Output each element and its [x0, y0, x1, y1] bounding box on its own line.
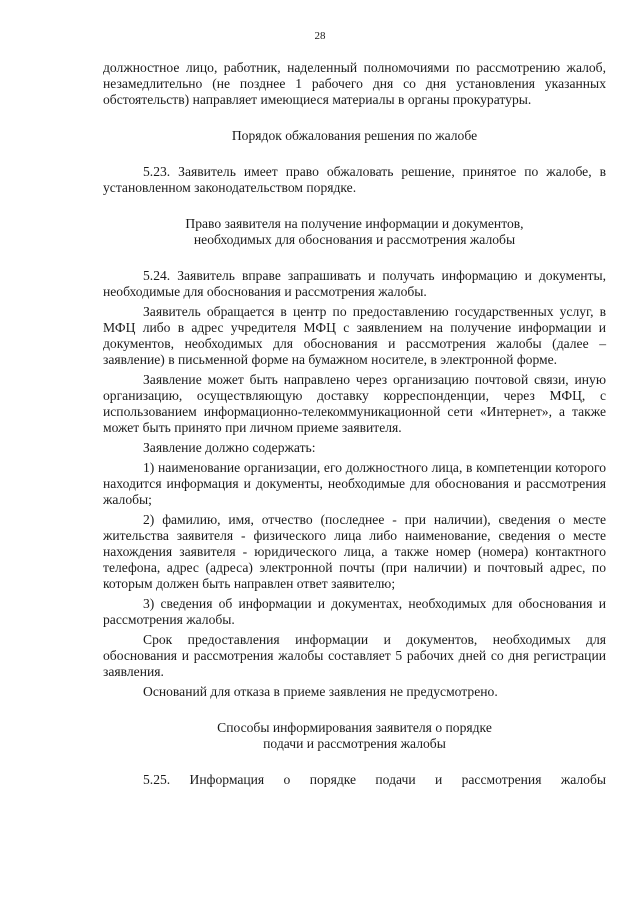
paragraph-prosecutor: должностное лицо, работник, наделенный полномочиями по рассмотрению жалоб, незамедлительно (не позднее 1 рабочего дня со дня установления указанных обстоятельств) направляет имеющиеся материалы в органы прокуратуры.: [103, 60, 606, 107]
heading-right-to-information: [103, 216, 606, 248]
heading-line: Право заявителя на получение информации и документов,: [185, 216, 524, 231]
paragraph-5-25: 5.25. Информация о порядке подачи и рассмотрения жалобы: [143, 772, 606, 787]
heading-line: необходимых для обоснования и рассмотрения жалобы: [193, 232, 516, 247]
page-number: 28: [314, 30, 326, 42]
list-item-1: 1) наименование организации, его должностного лица, в компетенции которого находится информация и документы, необходимые для обоснования и рассмотрения жалобы;: [103, 460, 606, 507]
paragraph-5-23: 5.23. Заявитель имеет право обжаловать решение, принятое по жалобе, в установленном законодательством порядке.: [103, 164, 606, 195]
paragraph-no-refusal: Оснований для отказа в приеме заявления не предусмотрено.: [143, 684, 498, 699]
paragraph-sending: Заявление может быть направлено через организацию почтовой связи, иную организацию, осуществляющую доставку корреспонденции, через МФЦ, с использованием информационно-телекоммуникационной сети «Интернет», а также может быть принято при личном приеме заявителя.: [103, 372, 606, 435]
heading-appeal-procedure: Порядок обжалования решения по жалобе: [231, 128, 478, 143]
paragraph-application: Заявитель обращается в центр по предоставлению государственных услуг, в МФЦ либо в адрес учредителя МФЦ с заявлением на получение информации и документов, необходимых для обоснования и рассмотрения жалобы (далее – заявление) в письменной форме на бумажном носителе, в электронной форме.: [103, 304, 606, 367]
heading-line: Способы информирования заявителя о порядке: [217, 720, 492, 735]
paragraph-term: Срок предоставления информации и документов, необходимых для обоснования и рассмотрения жалобы составляет 5 рабочих дней со дня регистрации заявления.: [103, 632, 606, 679]
list-item-3: 3) сведения об информации и документах, необходимых для обоснования и рассмотрения жалобы.: [103, 596, 606, 627]
paragraph-5-24: 5.24. Заявитель вправе запрашивать и получать информацию и документы, необходимые для обоснования и рассмотрения жалобы.: [103, 268, 606, 299]
heading-information-methods: [103, 720, 606, 752]
list-item-2: 2) фамилию, имя, отчество (последнее - при наличии), сведения о месте жительства заявителя - физического лица либо наименование, сведения о месте нахождения заявителя - юридического лица, а также номер (номера) контактного телефона, адрес (адреса) электронной почты (при наличии) и почтовый адрес, по которым должен быть направлен ответ заявителю;: [103, 512, 606, 591]
paragraph-must-contain: Заявление должно содержать:: [143, 440, 316, 455]
document-body: [103, 60, 606, 788]
heading-line: подачи и рассмотрения жалобы: [263, 736, 446, 751]
